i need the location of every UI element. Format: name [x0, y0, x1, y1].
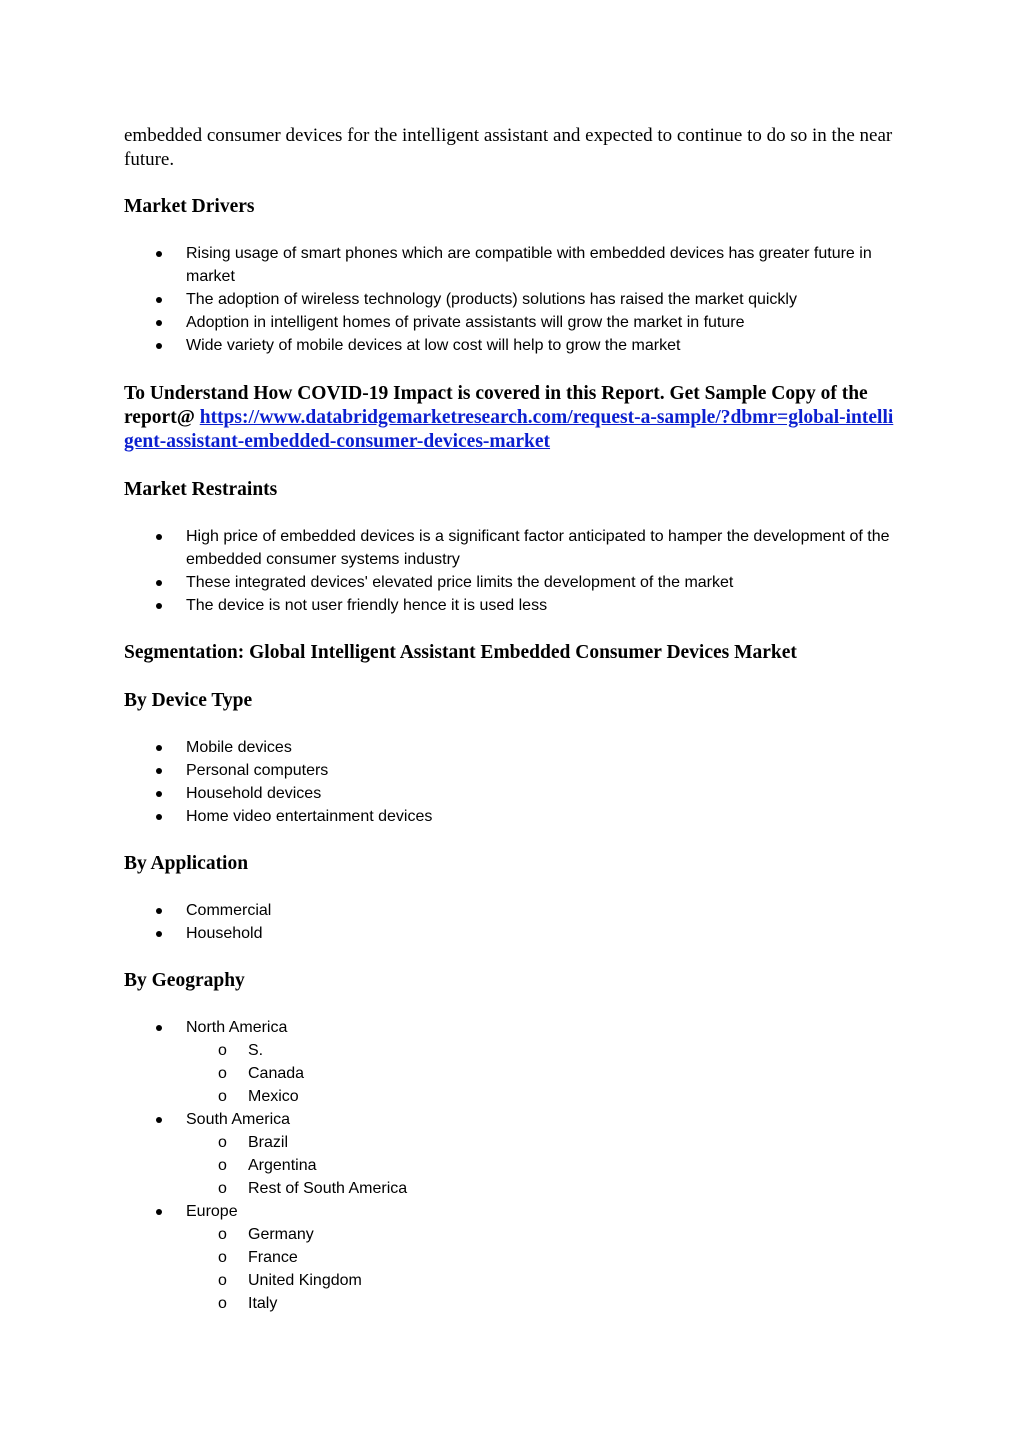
bullet-icon	[156, 251, 162, 257]
country-name: Brazil	[248, 1134, 289, 1151]
sub-list	[186, 1039, 894, 1108]
country-name: Italy	[248, 1295, 278, 1312]
application-list	[124, 899, 894, 945]
circle-bullet-icon: o	[218, 1157, 227, 1174]
country-name: United Kingdom	[248, 1272, 362, 1289]
sub-list-item	[124, 1246, 894, 1269]
segmentation-heading: Segmentation: Global Intelligent Assistant Embedded Consumer Devices Market	[124, 642, 797, 663]
country-name: S.	[248, 1042, 264, 1059]
list-item-text: Home video entertainment devices	[186, 808, 433, 825]
region-name: North America	[186, 1019, 288, 1036]
list-item-text: The device is not user friendly hence it is used less	[186, 597, 548, 614]
sub-list	[186, 1131, 894, 1200]
intro-paragraph: embedded consumer devices for the intelligent assistant and expected to continue to do so in the near future.	[124, 125, 893, 170]
sub-list-item	[124, 1131, 894, 1154]
list-item	[124, 288, 894, 311]
region-name: South America	[186, 1111, 291, 1128]
covid-cta-paragraph	[124, 382, 894, 454]
list-item	[124, 311, 894, 334]
application-heading: By Application	[124, 853, 249, 874]
circle-bullet-icon: o	[218, 1065, 227, 1082]
list-item-text: Household	[186, 925, 263, 942]
sub-list-item	[124, 1085, 894, 1108]
region-name: Europe	[186, 1203, 238, 1220]
bullet-icon	[156, 580, 162, 586]
list-item	[124, 805, 894, 828]
geography-list	[124, 1016, 894, 1315]
market-restraints-heading: Market Restraints	[124, 479, 278, 500]
circle-bullet-icon: o	[218, 1088, 227, 1105]
sub-list	[186, 1223, 894, 1315]
sub-list-item	[124, 1223, 894, 1246]
bullet-icon	[156, 603, 162, 609]
bullet-icon	[156, 1025, 162, 1031]
bullet-icon	[156, 343, 162, 349]
list-item-text: These integrated devices' elevated price limits the development of the market	[186, 574, 734, 591]
sub-list-item	[124, 1269, 894, 1292]
country-name: Rest of South America	[248, 1180, 408, 1197]
bullet-icon	[156, 297, 162, 303]
list-item-text: Rising usage of smart phones which are compatible with embedded devices has greater future in market	[186, 245, 872, 285]
list-item	[124, 782, 894, 805]
sub-list-item	[124, 1154, 894, 1177]
list-item-text: Commercial	[186, 902, 272, 919]
bullet-icon	[156, 320, 162, 326]
list-item	[124, 899, 894, 922]
device-type-list	[124, 736, 894, 828]
sample-request-link[interactable]: https://www.databridgemarketresearch.com/request-a-sample/?dbmr=global-intelligent-assistant-embedded-consumer-devices-market	[124, 407, 894, 452]
bullet-icon	[156, 1209, 162, 1215]
sub-list-item	[124, 1177, 894, 1200]
bullet-icon	[156, 814, 162, 820]
sub-list-item	[124, 1039, 894, 1062]
country-name: Canada	[248, 1065, 305, 1082]
bullet-icon	[156, 745, 162, 751]
list-item	[124, 759, 894, 782]
bullet-icon	[156, 768, 162, 774]
list-item	[124, 1108, 894, 1200]
country-name: France	[248, 1249, 298, 1266]
bullet-icon	[156, 1117, 162, 1123]
list-item-text: Adoption in intelligent homes of private assistants will grow the market in future	[186, 314, 745, 331]
market-drivers-list	[124, 242, 894, 357]
list-item-text: Household devices	[186, 785, 322, 802]
circle-bullet-icon: o	[218, 1295, 227, 1312]
device-type-heading: By Device Type	[124, 690, 253, 711]
list-item-text: The adoption of wireless technology (products) solutions has raised the market quickly	[186, 291, 797, 308]
geography-heading: By Geography	[124, 970, 245, 991]
country-name: Mexico	[248, 1088, 299, 1105]
bullet-icon	[156, 908, 162, 914]
country-name: Argentina	[248, 1157, 317, 1174]
circle-bullet-icon: o	[218, 1134, 227, 1151]
circle-bullet-icon: o	[218, 1249, 227, 1266]
list-item	[124, 594, 894, 617]
country-name: Germany	[248, 1226, 314, 1243]
list-item-text: Wide variety of mobile devices at low cost will help to grow the market	[186, 337, 681, 354]
market-restraints-list	[124, 525, 894, 617]
list-item	[124, 1016, 894, 1108]
list-item-text: High price of embedded devices is a significant factor anticipated to hamper the development of the embedded consumer systems industry	[186, 528, 890, 568]
list-item-text: Personal computers	[186, 762, 329, 779]
circle-bullet-icon: o	[218, 1042, 227, 1059]
document-page	[124, 124, 894, 1315]
bullet-icon	[156, 534, 162, 540]
market-drivers-heading: Market Drivers	[124, 196, 255, 217]
list-item	[124, 242, 894, 288]
list-item	[124, 736, 894, 759]
circle-bullet-icon: o	[218, 1272, 227, 1289]
list-item	[124, 525, 894, 571]
list-item	[124, 571, 894, 594]
circle-bullet-icon: o	[218, 1180, 227, 1197]
sub-list-item	[124, 1062, 894, 1085]
list-item	[124, 922, 894, 945]
bullet-icon	[156, 791, 162, 797]
circle-bullet-icon: o	[218, 1226, 227, 1243]
list-item	[124, 1200, 894, 1315]
bullet-icon	[156, 931, 162, 937]
list-item-text: Mobile devices	[186, 739, 292, 756]
cta-text: To Understand How COVID-19 Impact is covered in this Report. Get Sample Copy of the report@	[124, 383, 868, 428]
list-item	[124, 334, 894, 357]
sub-list-item	[124, 1292, 894, 1315]
